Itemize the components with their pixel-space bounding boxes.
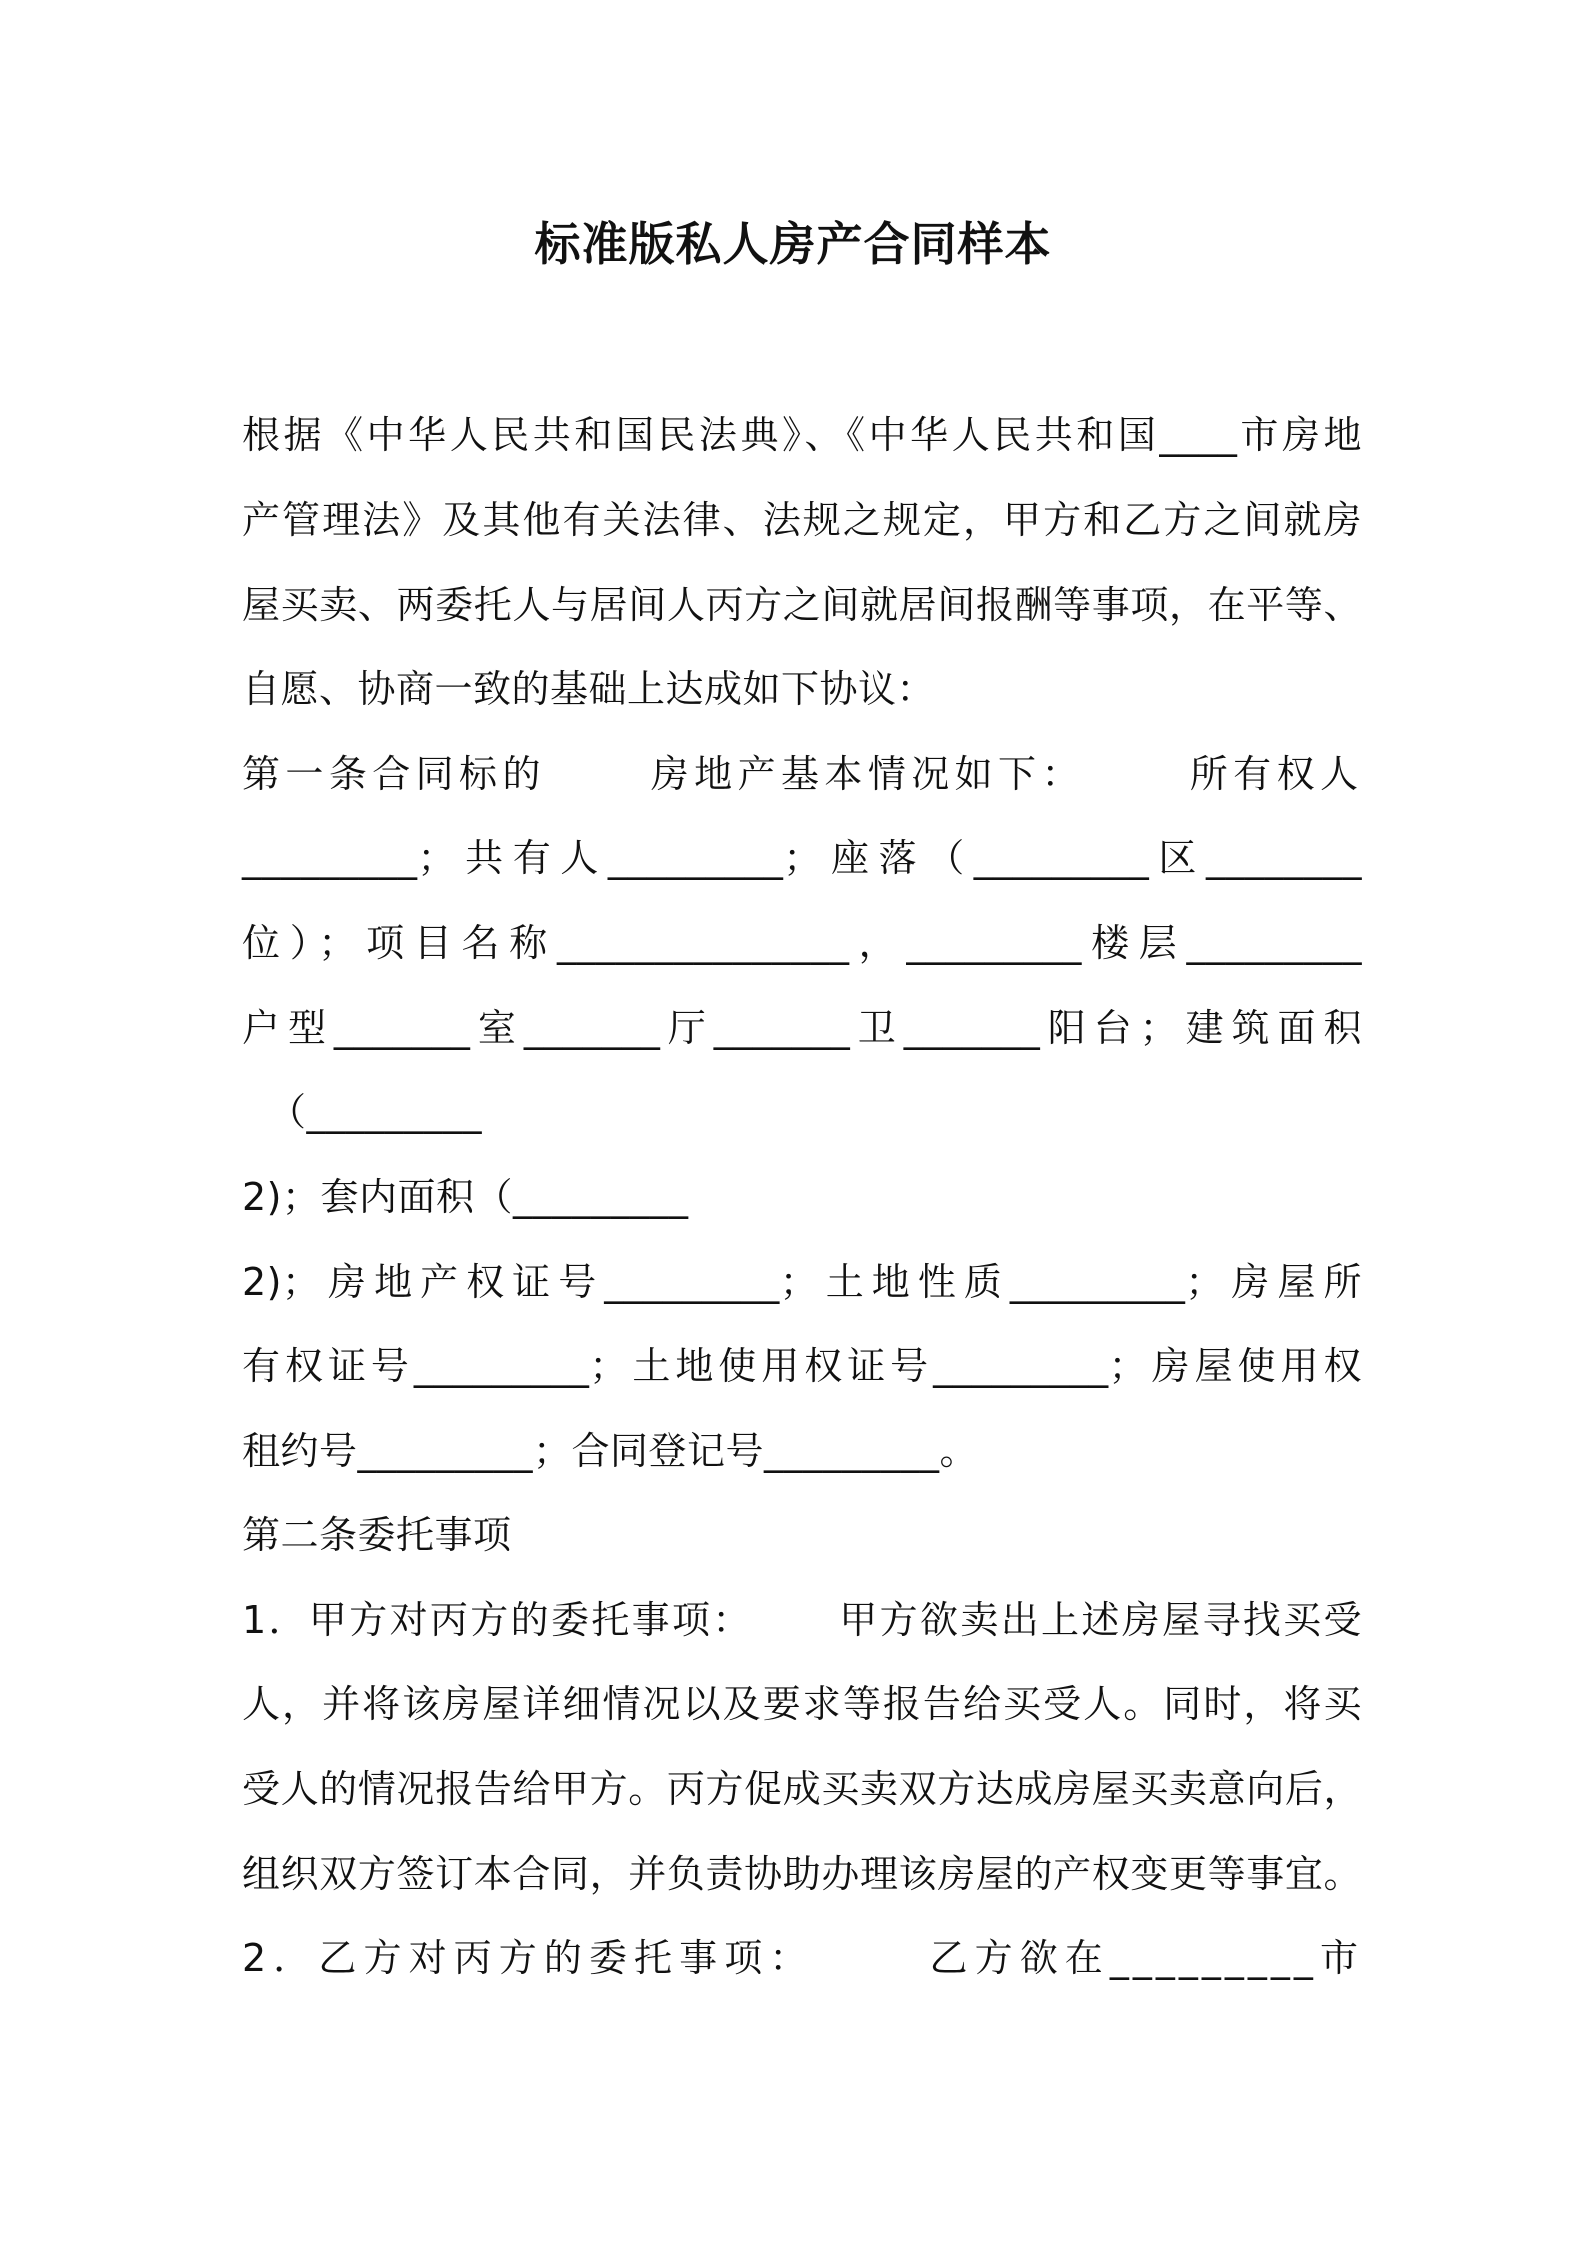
text-line: （_________ bbox=[268, 1090, 483, 1134]
text-line: 1．甲方对丙方的委托事项： 甲方欲卖出上述房屋寻找买受 bbox=[242, 1598, 1362, 1642]
text-line: 租约号_________；合同登记号_________。 bbox=[242, 1429, 979, 1473]
text-line: 自愿、协商一致的基础上达成如下协议： bbox=[242, 667, 936, 711]
text-line: 组织双方签订本合同，并负责协助办理该房屋的产权变更等事宜。 bbox=[242, 1852, 1362, 1896]
document-title: 标准版私人房产合同样本 bbox=[534, 217, 1052, 271]
text-line: 第一条合同标的 房地产基本情况如下： 所有权人 bbox=[242, 752, 1362, 796]
text-line: 根据《中华人民共和国民法典》、《中华人民共和国____市房地 bbox=[242, 413, 1362, 457]
text-line: _________；共有人_________；座落（_________区________ bbox=[242, 836, 1362, 880]
text-line: 2)；套内面积（_________ bbox=[242, 1175, 689, 1219]
text-line: 位）；项目名称_______________，_________楼层_________ bbox=[242, 921, 1362, 965]
text-line: 屋买卖、两委托人与居间人丙方之间就居间报酬等事项，在平等、 bbox=[242, 583, 1362, 627]
text-line: 有权证号_________；土地使用权证号_________；房屋使用权 bbox=[242, 1344, 1362, 1388]
text-line: 产管理法》及其他有关法律、法规之规定，甲方和乙方之间就房 bbox=[242, 498, 1362, 542]
text-line: 受人的情况报告给甲方。丙方促成买卖双方达成房屋买卖意向后， bbox=[242, 1767, 1362, 1811]
section-heading: 第二条委托事项 bbox=[242, 1513, 512, 1557]
text-line: 人，并将该房屋详细情况以及要求等报告给买受人。同时，将买 bbox=[242, 1682, 1362, 1726]
text-line: 2．乙方对丙方的委托事项： 乙方欲在_________市 bbox=[242, 1936, 1362, 1980]
text-line: 户型_______室_______厅_______卫_______阳台；建筑面积 bbox=[242, 1006, 1362, 1050]
text-line: 2)；房地产权证号_________；土地性质_________；房屋所 bbox=[242, 1260, 1362, 1304]
